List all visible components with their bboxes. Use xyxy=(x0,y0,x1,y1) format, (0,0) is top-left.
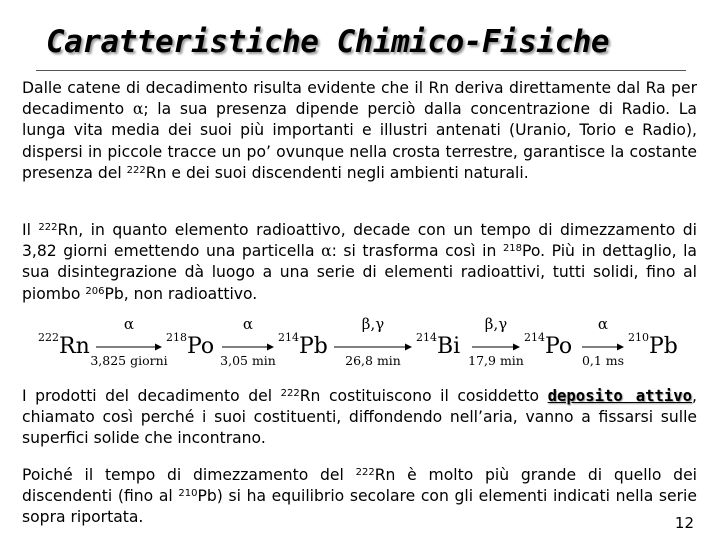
p2-text-e: Pb, non radioattivo. xyxy=(104,284,258,303)
page-number: 12 xyxy=(674,514,694,532)
arrowhead-icon xyxy=(405,344,412,351)
p3-text-b: Rn costituiscono il cosiddetto xyxy=(299,387,548,405)
mass-number: 206 xyxy=(85,285,105,297)
half-life-label: 17,9 min xyxy=(468,353,524,368)
mass-number: 218 xyxy=(502,243,523,255)
title-divider xyxy=(36,70,686,71)
nuclide-mass-number: 210 xyxy=(628,331,649,344)
p4-text-b: Rn è molto più grande di quello dei discendenti (fino al xyxy=(22,466,697,506)
paragraph-origin xyxy=(22,78,697,184)
mass-number: 210 xyxy=(178,488,198,500)
half-life-label: 3,825 giorni xyxy=(90,353,168,368)
p2-text-b: Rn, in quanto elemento radioattivo, decade con un tempo di dimezzamento di 3,82 giorni emettendo una particella xyxy=(22,221,697,261)
arrowhead-icon xyxy=(267,344,274,351)
half-life-label: 0,1 ms xyxy=(581,353,625,368)
p3-text-c: , chiamato così perché i suoi costituenti, diffondendo nell’aria, vanno a fissarsi sulle superfici solide che incontrano. xyxy=(22,387,698,448)
decay-particle-label: α xyxy=(597,315,609,333)
nuclide-symbol: Po xyxy=(187,334,215,359)
paragraph-active-deposit xyxy=(22,386,697,450)
mass-number: 222 xyxy=(355,467,375,478)
nuclide-symbol: Pb xyxy=(299,334,328,359)
nuclide-symbol: Po xyxy=(545,334,573,359)
arrowhead-icon xyxy=(513,344,520,351)
decay-particle-label: α xyxy=(242,315,254,333)
nuclide-mass-number: 214 xyxy=(524,331,545,344)
p4-text-c: Pb) si ha equilibrio secolare con gli elementi indicati nella serie sopra riportata. xyxy=(22,487,697,527)
p2-text-c: : si trasforma così in xyxy=(331,242,503,261)
mass-number: 222 xyxy=(280,388,300,399)
decay-particle-label: α xyxy=(123,315,135,333)
decay-particle-label: β,γ xyxy=(484,315,508,333)
p4-text-a: Poiché il tempo di dimezzamento del xyxy=(22,466,356,484)
half-life-label: 3,05 min xyxy=(220,353,276,368)
paragraph-equilibrium xyxy=(22,465,697,529)
arrowhead-icon xyxy=(155,344,162,351)
decay-chain-diagram xyxy=(38,315,698,379)
p1-text-b: ; la sua presenza dipende perciò dalla concentrazione di Radio. La lunga vita media dei suoi più importanti e illustri antenati (Uranio, Torio e Radio), dispersi in piccole tracce un po’ ovunque nella crosta terrestre, garantisce la costante presenza del xyxy=(22,100,697,182)
nuclide-symbol: Bi xyxy=(437,334,461,359)
nuclide-mass-number: 214 xyxy=(278,331,299,344)
p3-text-a: I prodotti del decadimento del xyxy=(22,387,281,405)
nuclide-mass-number: 222 xyxy=(38,331,59,344)
mass-number: 222 xyxy=(38,222,58,233)
half-life-label: 26,8 min xyxy=(345,353,401,368)
deposito-attivo-term: deposito attivo xyxy=(547,387,693,405)
paragraph-decay xyxy=(22,220,697,305)
p1-text-c: Rn e dei suoi discendenti negli ambienti naturali. xyxy=(145,163,529,182)
nuclide-symbol: Pb xyxy=(649,334,678,359)
arrowhead-icon xyxy=(617,344,624,351)
page-title: Caratteristiche Chimico-Fisiche xyxy=(46,24,610,60)
alpha-symbol: α xyxy=(321,242,332,261)
p1-text-a: Dalle catene di decadimento risulta evidente che il Rn deriva direttamente dal Ra per decadimento xyxy=(22,79,697,119)
p2-text-a: Il xyxy=(22,221,39,239)
decay-particle-label: β,γ xyxy=(361,315,385,333)
nuclide-mass-number: 214 xyxy=(416,331,437,344)
p2-text-d: Po. Più in dettaglio, la sua disintegrazione dà luogo a una serie di elementi radioattivi, tutti solidi, fino al piombo xyxy=(22,242,697,303)
mass-number: 222 xyxy=(126,164,146,176)
nuclide-mass-number: 218 xyxy=(166,331,187,344)
alpha-symbol: α xyxy=(132,100,144,119)
nuclide-symbol: Rn xyxy=(59,334,90,359)
